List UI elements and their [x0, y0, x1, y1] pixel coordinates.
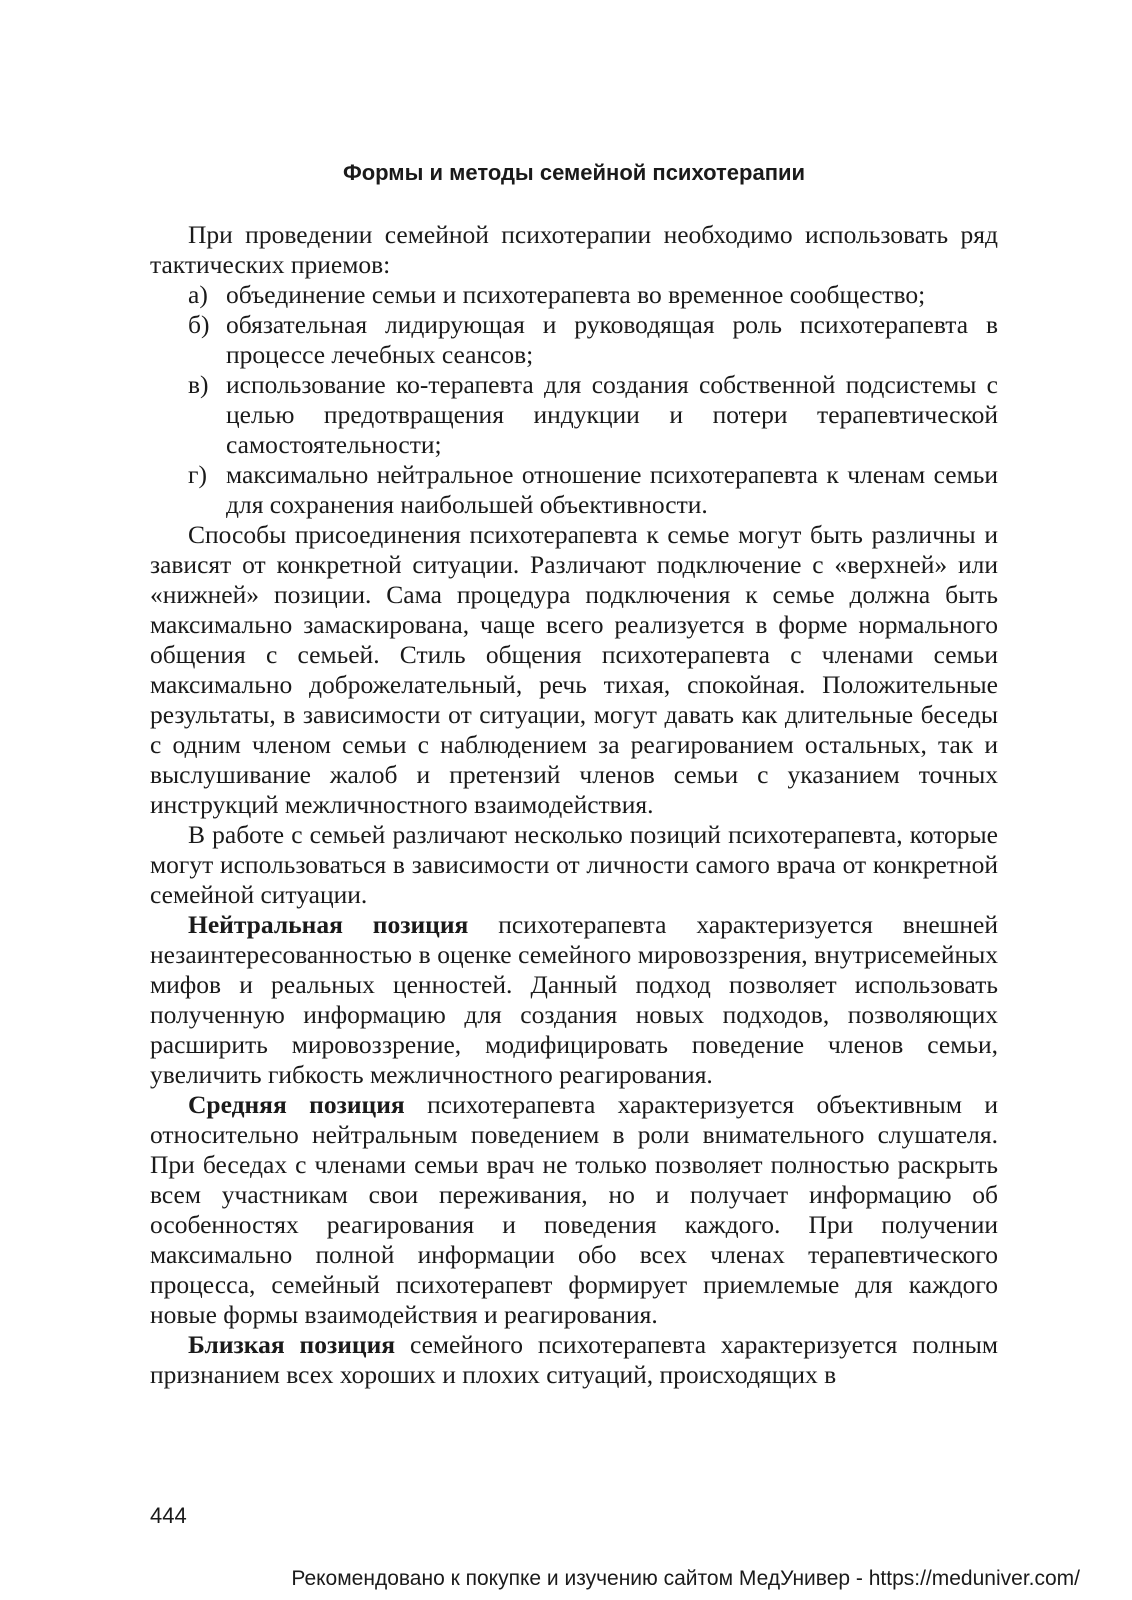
section-heading: Формы и методы семейной психотерапии — [342, 160, 806, 185]
page-number: 444 — [150, 1503, 187, 1528]
list-item-text: использование ко-терапевта для создания собственной подсистемы с целью предотвращения индукции и потери терапевтической самостоятельности; — [226, 370, 998, 459]
list-item — [150, 370, 998, 460]
term-middle-position: Средняя позиция — [188, 1090, 405, 1119]
list-item-text: максимально нейтральное отношение психотерапевта к членам семьи для сохранения наибольшей объективности. — [226, 460, 998, 519]
paragraph-positions: В работе с семьей различают несколько позиций психотерапевта, которые могут использоваться в зависимости от личности самого врача от конкретной семейной ситуации. — [150, 820, 998, 909]
list-marker: в) — [188, 370, 209, 399]
intro-paragraph: При проведении семейной психотерапии необходимо использовать ряд тактических приемов: — [150, 220, 998, 279]
list-marker: г) — [188, 460, 207, 489]
paragraph-text: психотерапевта характеризуется объективным и относительно нейтральным поведением в роли внимательного слушателя. При беседах с членами семьи врач не только позволяет полностью раскрыть всем участникам свои переживания, но и получает информацию об особенностях реагирования и поведения каждого. При получении максимально полной информации обо всех членах терапевтического процесса, семейный психотерапевт формирует приемлемые для каждого новые формы взаимодействия и реагирования. — [150, 1090, 998, 1329]
term-neutral-position: Нейтральная позиция — [188, 910, 469, 939]
tactics-list — [150, 280, 998, 520]
list-item — [150, 310, 998, 370]
list-item-text: объединение семьи и психотерапевта во временное сообщество; — [226, 280, 926, 309]
paragraph-close-position — [150, 1330, 998, 1390]
paragraph-joining-methods: Способы присоединения психотерапевта к семье могут быть различны и зависят от конкретной ситуации. Различают подключение с «верхней» или «нижней» позиции. Сама процедура подключения к семье должна быть максимально замаскирована, чаще всего реализуется в форме нормального общения с семьей. Стиль общения психотерапевта с членами семьи максимально доброжелательный, речь тихая, спокойная. Положительные результаты, в зависимости от ситуации, могут давать как длительные беседы с одним членом семьи с наблюдением за реагированием остальных, так и выслушивание жалоб и претензий членов семьи с указанием точных инструкций межличностного взаимодействия. — [150, 520, 998, 819]
list-marker: а) — [188, 280, 208, 309]
paragraph-text: психотерапевта характеризуется внешней незаинтересованностью в оценке семейного мировоззрения, внутрисемейных мифов и реальных ценностей. Данный подход позволяет использовать полученную информацию для создания новых подходов, позволяющих расширить мировоззрение, модифицировать поведение членов семьи, увеличить гибкость межличностного реагирования. — [150, 910, 998, 1089]
paragraph-text: семейного психотерапевта характеризуется полным признанием всех хороших и плохих ситуаций, происходящих в — [150, 1330, 998, 1389]
paragraph-middle-position — [150, 1090, 998, 1330]
list-item-text: обязательная лидирующая и руководящая роль психотерапевта в процессе лечебных сеансов; — [226, 310, 998, 369]
list-marker: б) — [188, 310, 210, 339]
list-item — [150, 280, 998, 310]
list-item — [150, 460, 998, 520]
body-text — [150, 220, 998, 1390]
term-close-position: Близкая позиция — [188, 1330, 396, 1359]
footer-watermark: Рекомендовано к покупке и изучению сайтом МедУнивер - https://meduniver.com/ — [291, 1567, 1080, 1590]
paragraph-neutral-position — [150, 910, 998, 1090]
